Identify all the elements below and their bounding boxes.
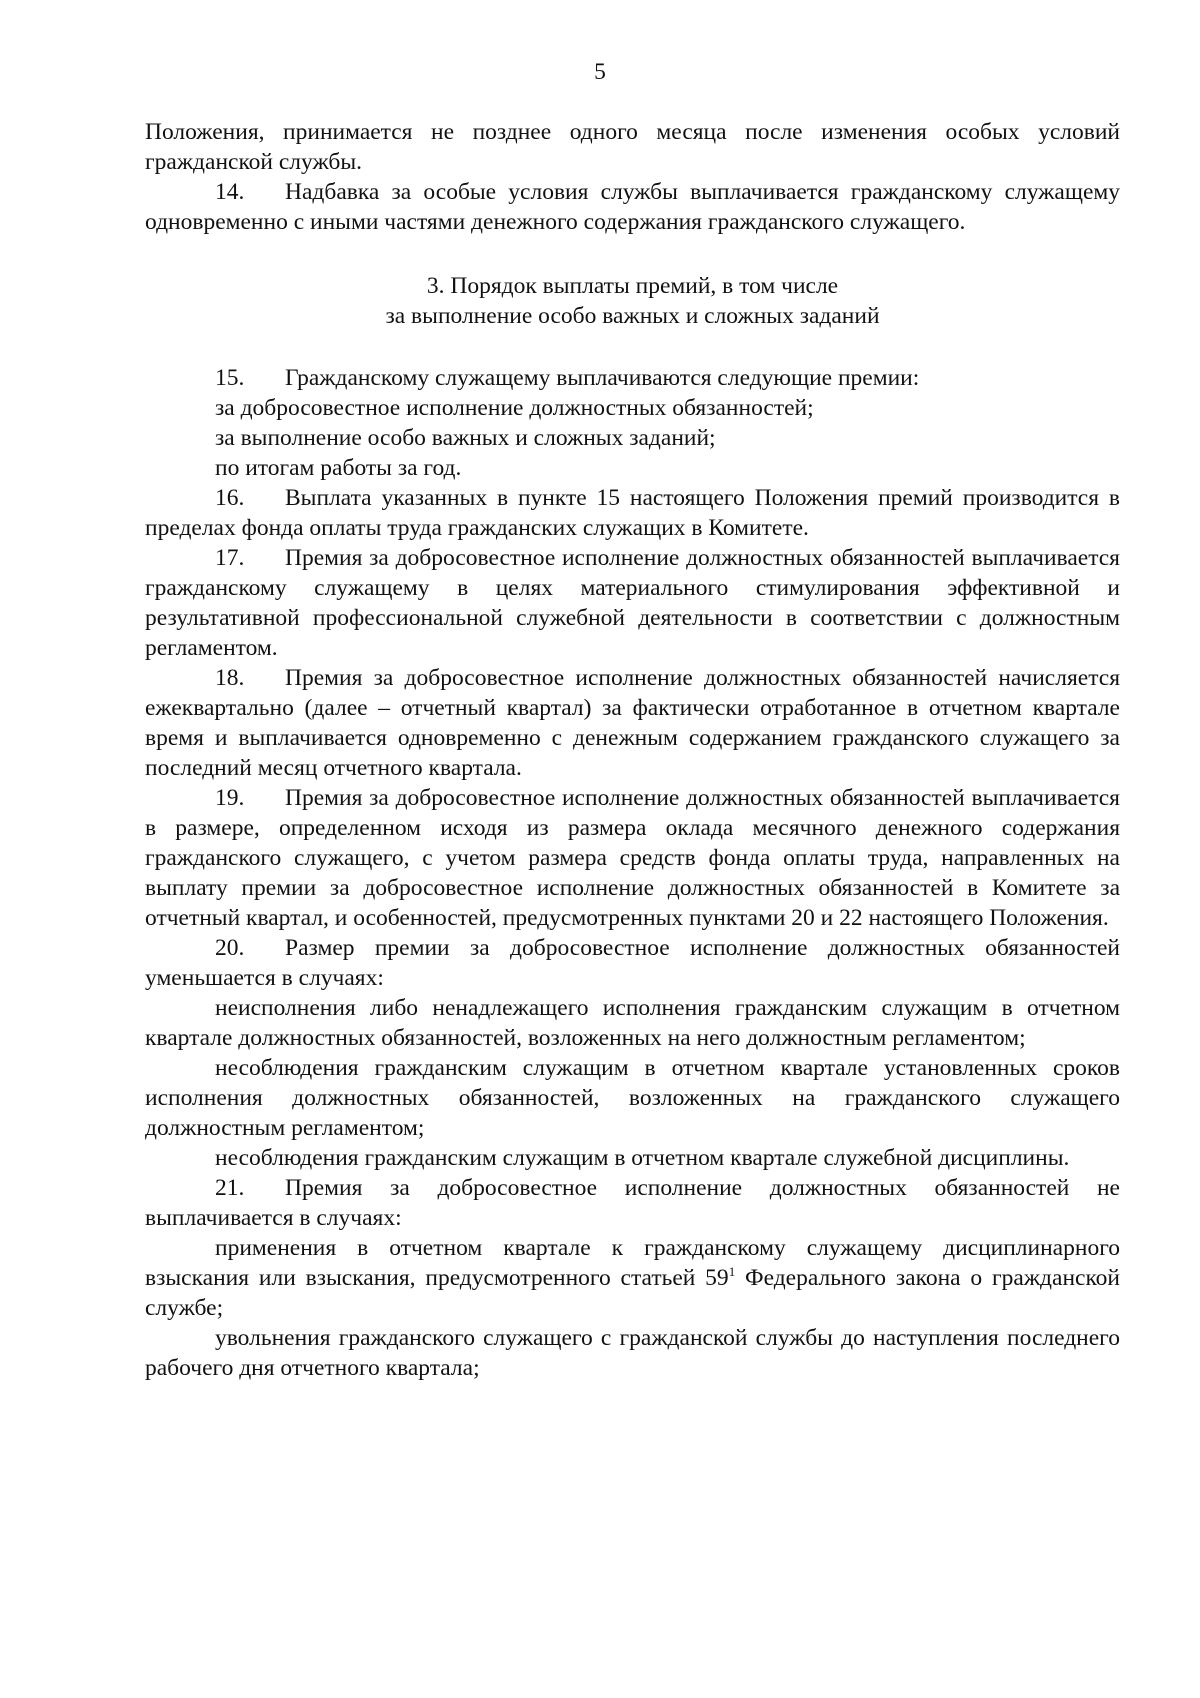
clause-number: 15. [215, 365, 245, 391]
paragraph-15 [145, 363, 1120, 393]
paragraph-text: Федерального закона о гражданской службе; [145, 1265, 1121, 1321]
list-item: по итогам работы за год. [215, 455, 462, 481]
paragraph-21 [145, 1173, 1120, 1233]
article-superscript: 1 [728, 1264, 736, 1279]
paragraph-16 [145, 483, 1120, 543]
list-item: увольнения гражданского служащего с гражданской службы до наступления последнего рабочего дня отчетного квартала; [145, 1325, 1120, 1381]
list-item: несоблюдения гражданским служащим в отчетном квартале установленных сроков исполнения должностных обязанностей, возложенных на гражданского служащего должностным регламентом; [145, 1055, 1120, 1141]
paragraph-text: Гражданскому служащему выплачиваются следующие премии: [285, 365, 920, 391]
paragraph-text: Премия за добросовестное исполнение должностных обязанностей выплачивается в размере, определенном исходя из размера оклада месячного денежного содержания гражданского служащего, с учетом размера средств фонда оплаты труда, направленных на выплату премии за добросовестное исполнение должностных обязанностей в Комитете за отчетный квартал, и особенностей, предусмотренных пунктами 20 и 22 настоящего Положения. [145, 785, 1120, 931]
list-item: за выполнение особо важных и сложных заданий; [215, 425, 716, 451]
section-heading-line-1: 3. Порядок выплаты премий, в том числе [426, 273, 839, 299]
page-number: 5 [594, 59, 606, 85]
paragraph-18 [145, 663, 1120, 783]
paragraph-text: применения в отчетном квартале к гражданскому служащему дисциплинарного взыскания или взыскания, предусмотренного статьей 59 [145, 1235, 1120, 1291]
paragraph-17 [145, 543, 1120, 663]
paragraph-text: Надбавка за особые условия службы выплачивается гражданскому служащему одновременно с иными частями денежного содержания гражданского служащего. [145, 179, 1120, 235]
clause-number: 14. [215, 179, 245, 205]
clause-number: 19. [215, 785, 245, 811]
paragraphs-after-heading [145, 363, 1120, 1383]
list-item: неисполнения либо ненадлежащего исполнения гражданским служащим в отчетном квартале должностных обязанностей, возложенных на него должностным регламентом; [145, 995, 1120, 1051]
clause-number: 17. [215, 545, 245, 571]
paragraph-text: Выплата указанных в пункте 15 настоящего Положения премий производится в пределах фонда оплаты труда гражданских служащих в Комитете. [145, 485, 1120, 541]
paragraph-text: Размер премии за добросовестное исполнение должностных обязанностей уменьшается в случаях: [145, 935, 1120, 991]
list-item: несоблюдения гражданским служащим в отчетном квартале служебной дисциплины. [215, 1145, 1070, 1171]
paragraph-20 [145, 933, 1120, 993]
clause-number: 21. [215, 1175, 245, 1201]
list-item: за добросовестное исполнение должностных обязанностей; [215, 395, 814, 421]
paragraph-text: Премия за добросовестное исполнение должностных обязанностей не выплачивается в случаях: [145, 1175, 1120, 1231]
paragraph-continuation: Положения, принимается не позднее одного месяца после изменения особых условий гражданской службы. [145, 119, 1120, 175]
list-item-article-59 [145, 1233, 1120, 1323]
paragraph-text: Премия за добросовестное исполнение должностных обязанностей начисляется ежеквартально (далее – отчетный квартал) за фактически отработанное в отчетном квартале время и выплачивается одновременно с денежным содержанием гражданского служащего за последний месяц отчетного квартала. [145, 665, 1120, 781]
paragraph-text: Премия за добросовестное исполнение должностных обязанностей выплачивается гражданскому служащему в целях материального стимулирования эффективной и результативной профессиональной служебной деятельности в соответствии с должностным регламентом. [145, 545, 1120, 661]
clause-number: 18. [215, 665, 245, 691]
paragraphs-before-heading [145, 117, 1120, 237]
section-heading-line-2: за выполнение особо важных и сложных заданий [385, 303, 880, 329]
paragraph-14 [145, 177, 1120, 237]
section-heading [145, 271, 1120, 331]
clause-number: 16. [215, 485, 245, 511]
document-body [145, 117, 1120, 1383]
paragraph-19 [145, 783, 1120, 933]
clause-number: 20. [215, 935, 245, 961]
